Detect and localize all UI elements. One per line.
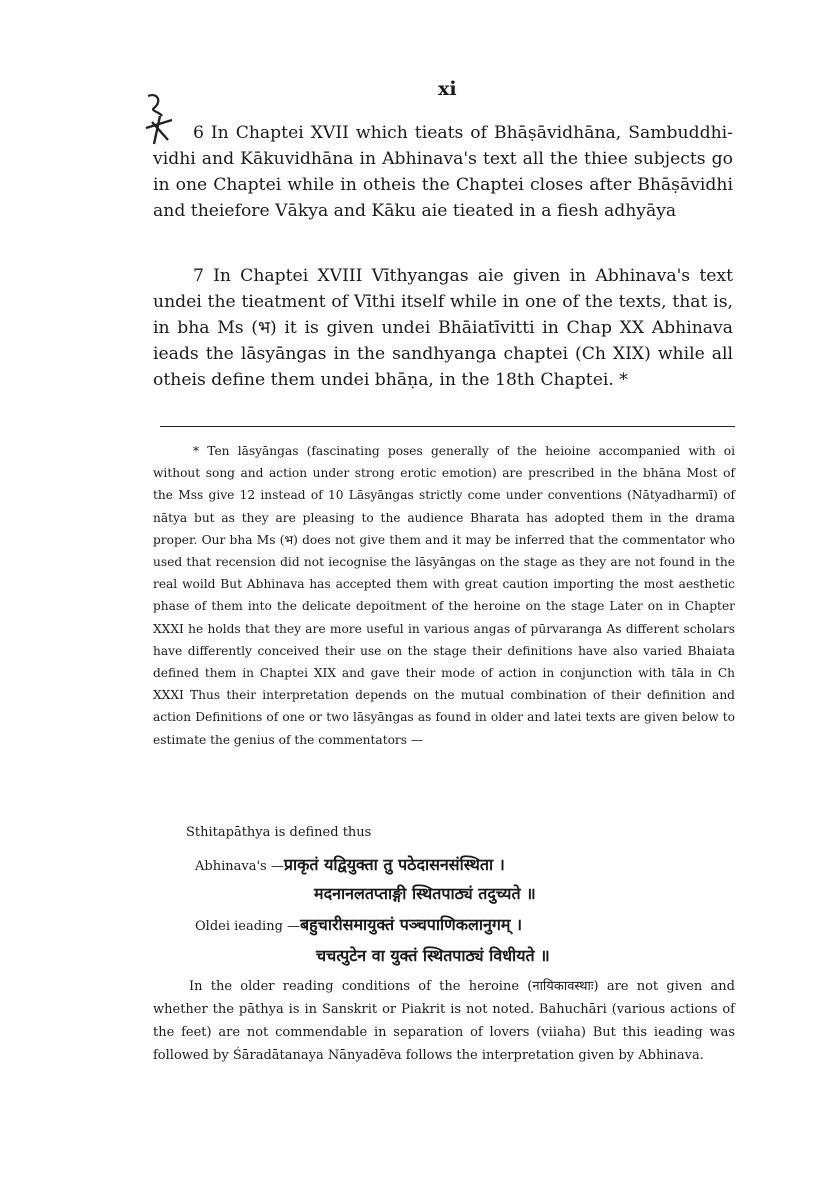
paragraph-7 [153, 263, 733, 393]
final-paragraph [153, 975, 735, 1067]
final-paragraph-text: In the older reading conditions of the heroine (नायिकावस्थाः) are not given and whether the pāthya is in Sanskrit or Piakrit is not noted. Bahuchāri (various actions of the feet) are not commendable in separation of lovers (viiaha) But this ieading was followed by Śāradātanaya Nānyadēva follows the interpretation given by Abhinava. [153, 979, 735, 1063]
older-verse-line2 [316, 944, 550, 966]
abhinava-label: Abhinava's — [195, 859, 284, 874]
older-verse-1: बहुचारीसमायुक्तं पञ्चपाणिकलानुगम् । [300, 915, 523, 934]
abhinava-verse-line1 [195, 853, 505, 875]
paragraph-6 [153, 120, 733, 224]
abhinava-verse-line2 [314, 882, 536, 904]
abhinava-verse-2: मदनानलतप्ताङ्गी स्थितपाठ्यं तदुच्यते ॥ [314, 884, 536, 903]
older-verse-line1 [195, 913, 522, 935]
sthitapathya-heading: Sthitapāthya is defined thus [186, 825, 372, 840]
abhinava-verse-1: प्राकृतं यद्वियुक्ता तु पठेदासनसंस्थिता । [283, 855, 505, 874]
page-number: xi [438, 78, 457, 100]
footnote-text: * Ten lāsyāngas (fascinating poses generally of the heioine accompanied with oi without song and action under strong erotic emotion) are prescribed in the bhāna Most of the Mss give 12 instead of 10 Lāsyāngas strictly come under conventions (Nātyadharmī) of nātya but as they are pleasing to the audience Bharata has adopted them in the drama proper. Our bha Ms (भ) does not give them and it may be inferred that the commentator who used that recension did not iecognise the lāsyāngas on the stage as they are not found in the real woild But Abhinava has accepted them with great caution importing the most aesthetic phase of them into the delicate depoitment of the heroine on the stage Later on in Chapter XXXI he holds that they are more useful in various angas of pūrvaranga As different scholars have differently conceived their use on the stage their definitions have also varied Bhaiata defined them in Chaptei XIX and gave their mode of action in conjunction with tāla in Ch XXXI Thus their interpretation depends on the mutual combination of their definition and action Definitions of one or two lāsyāngas as found in older and latei texts are given below to estimate the genius of the commentators — [153, 444, 735, 747]
older-verse-2: चचत्पुटेन वा युक्तं स्थितपाठ्यं विधीयते ॥ [316, 946, 550, 965]
paragraph-7-text: 7 In Chaptei XVIII Vīthyangas aie given in Abhinava's text undei the tieatment of Vīthi itself while in one of the texts, that is, in bha Ms (भ) it is given undei Bhāiatīvitti in Chap XX Abhinava ieads the lāsyāngas in the sandhyanga chaptei (Ch XIX) while all otheis define them undei bhāṇa, in the 18th Chaptei. * [153, 266, 733, 390]
footnote-divider [160, 426, 735, 427]
footnote [153, 440, 735, 751]
older-label: Oldei ieading — [195, 919, 301, 934]
paragraph-6-text: 6 In Chaptei XVII which tieats of Bhāṣāvidhāna, Sambuddhi-vidhi and Kākuvidhāna in Abhinava's text all the thiee subjects go in one Chaptei while in otheis the Chaptei closes after Bhāṣāvidhi and theiefore Vākya and Kāku aie tieated in a fiesh adhyāya [153, 123, 733, 221]
